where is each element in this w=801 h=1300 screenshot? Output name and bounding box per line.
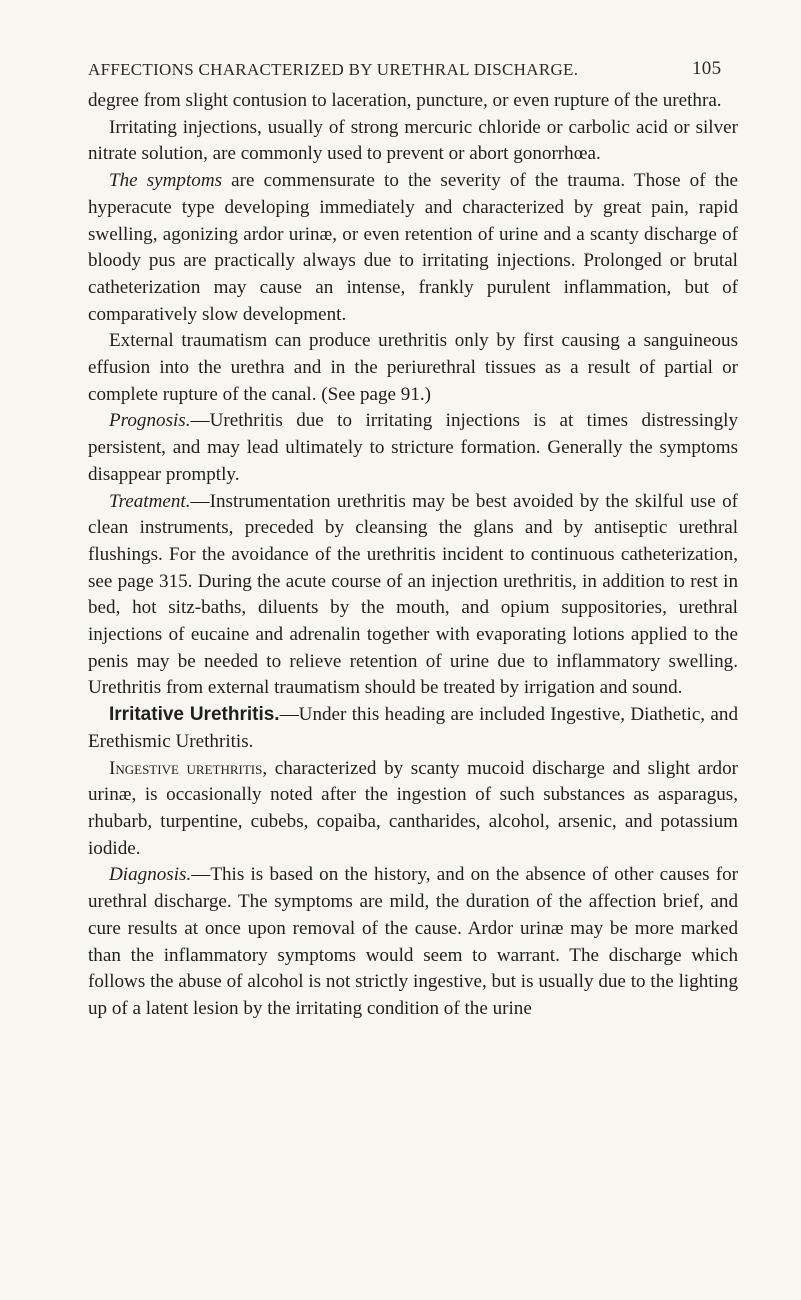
body-text <box>88 88 738 1023</box>
prognosis-heading: Prognosis. <box>109 410 191 432</box>
page-number: 105 <box>692 58 722 79</box>
ingestive-urethritis-heading: Ingestive urethritis, <box>109 757 268 779</box>
symptoms-heading: The symptoms <box>109 170 223 192</box>
irritative-urethritis-heading: Irritative Urethritis. <box>109 704 280 726</box>
paragraph-symptoms: The symptoms are commensurate to the severity of the trauma. Those of the hyperacute type developing immediately and characterized by great pain, rapid swelling, agonizing ardor urinæ, or even retention of urine and a scanty discharge of bloody pus are practically always due to irritating injections. Prolonged or brutal catheterization may cause an intense, frankly purulent inflammation, but of comparatively slow development. <box>88 170 738 325</box>
diagnosis-heading: Diagnosis. <box>109 864 192 886</box>
running-title: AFFECTIONS CHARACTERIZED BY URETHRAL DISCHARGE. <box>88 60 579 79</box>
paragraph-diagnosis: Diagnosis.—This is based on the history, and on the absence of other causes for urethral discharge. The symptoms are mild, the duration of the affection brief, and cure results at once upon removal of the cause. Ardor urinæ may be more marked than the inflammatory symptoms would seem to warrant. The discharge which follows the abuse of alcohol is not strictly ingestive, but is usually due to the lighting up of a latent lesion by the irritating condition of the urine <box>88 864 738 1019</box>
paragraph-treatment: Treatment.—Instrumentation urethritis may be best avoided by the skilful use of clean instruments, preceded by cleansing the glans and by antiseptic urethral flushings. For the avoidance of the urethritis incident to continuous catheterization, see page 315. During the acute course of an injection urethritis, in addition to rest in bed, hot sitz-baths, diluents by the mouth, and opium suppositories, urethral injections of eucaine and adrenalin together with evaporating lotions applied to the penis may be needed to relieve retention of urine due to inflammatory swelling. Urethritis from external traumatism should be treated by irrigation and sound. <box>88 490 738 699</box>
treatment-heading: Treatment. <box>109 490 191 512</box>
paragraph-ingestive-urethritis: Ingestive urethritis, characterized by scanty mucoid discharge and slight ardor urinæ, is occasionally noted after the ingestion of such substances as asparagus, rhubarb, turpentine, cubebs, copaiba, cantharides, alcohol, arsenic, and potassium iodide. <box>88 757 739 859</box>
paragraph-external-traumatism: External traumatism can produce urethritis only by first causing a sanguineous effusion into the urethra and in the periurethral tissues as a result of partial or complete rupture of the canal. (See page 91.) <box>88 330 738 405</box>
paragraph-continuation: degree from slight contusion to laceration, puncture, or even rupture of the urethra. <box>88 90 722 111</box>
paragraph-irritative-urethritis: Irritative Urethritis.—Under this heading are included Ingestive, Diathetic, and Erethismic Urethritis. <box>88 704 739 752</box>
paragraph-irritating-injections: Irritating injections, usually of strong mercuric chloride or carbolic acid or silver nitrate solution, are commonly used to prevent or abort gonorrhœa. <box>88 116 738 165</box>
paragraph-prognosis: Prognosis.—Urethritis due to irritating injections is at times distressingly persistent, and may lead ultimately to stricture formation. Generally the symptoms disappear promptly. <box>88 410 738 485</box>
